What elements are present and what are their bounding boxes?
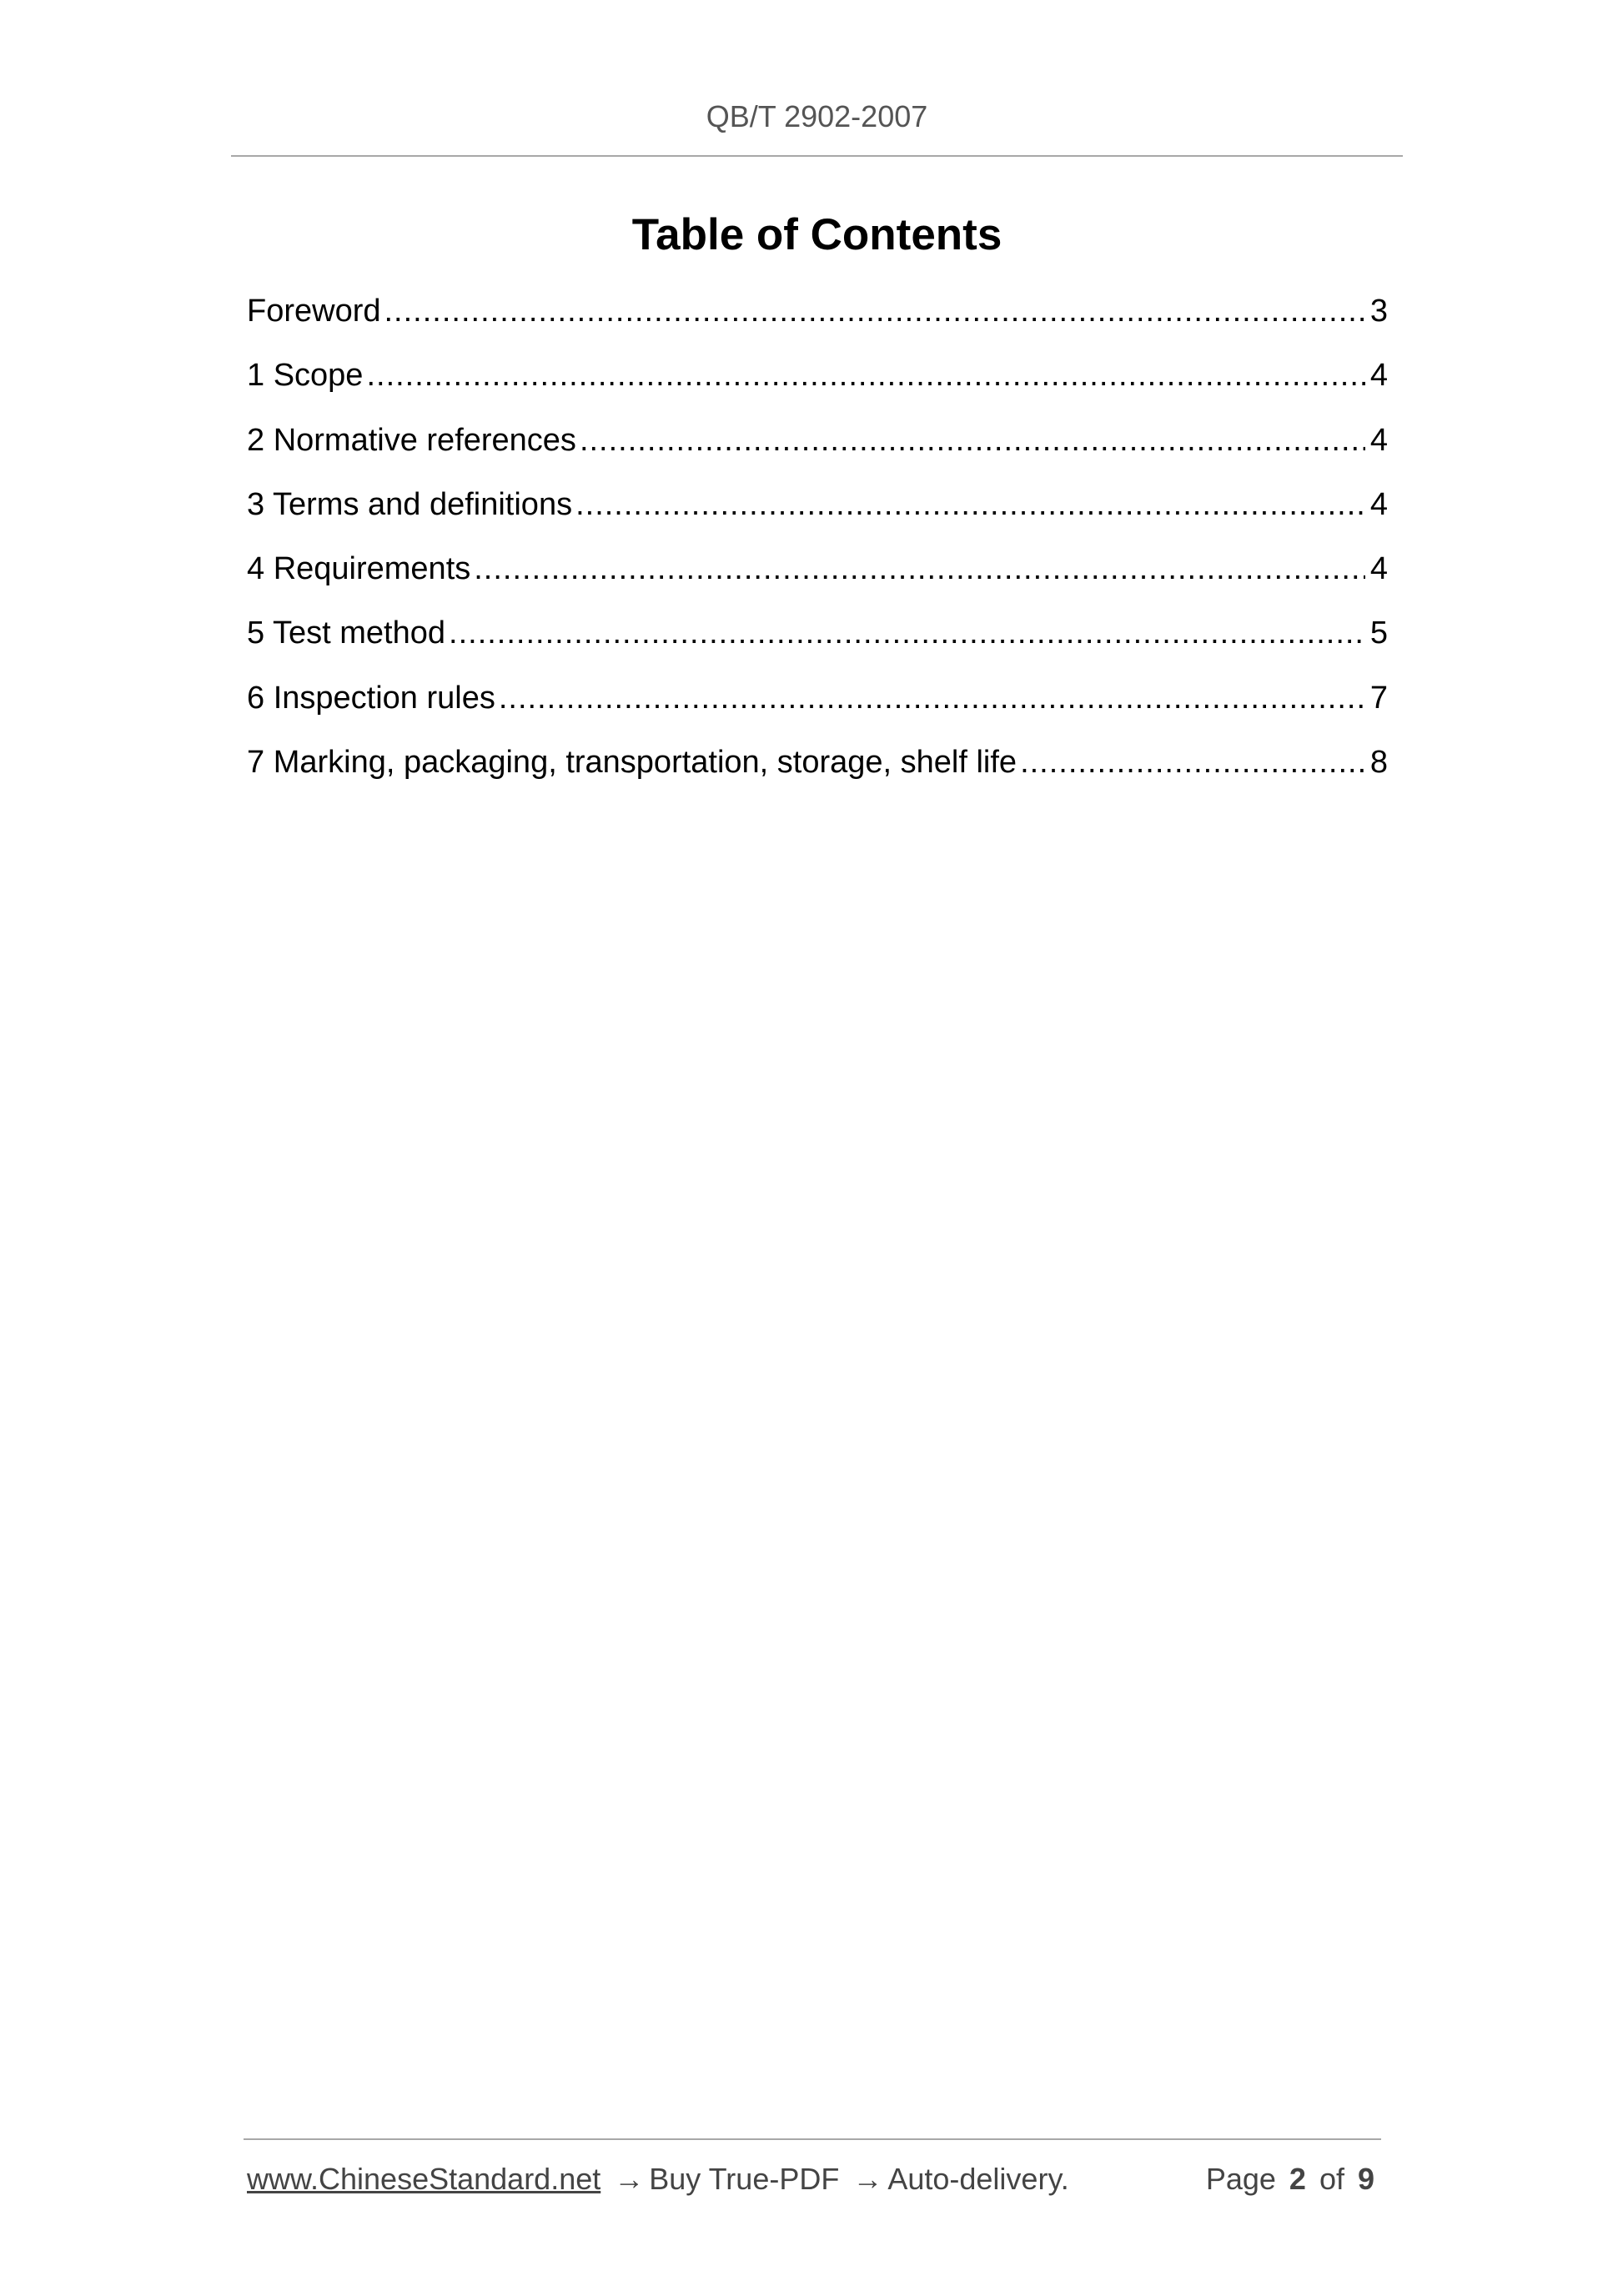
toc-entry-page: 3 <box>1369 294 1388 329</box>
toc-entry-page: 4 <box>1369 422 1388 458</box>
delivery-text: Auto-delivery. <box>887 2162 1069 2196</box>
arrow-right-icon: → <box>614 2162 645 2196</box>
dot-leader <box>474 537 1365 601</box>
toc-entry-scope[interactable] <box>247 344 1388 408</box>
toc-entry-label: 3 Terms and definitions <box>247 486 573 522</box>
running-header: QB/T 2902-2007 <box>706 99 928 133</box>
toc-entry-label: 6 Inspection rules <box>247 680 495 716</box>
toc-entry-requirements[interactable] <box>247 537 1388 601</box>
toc-entry-page: 5 <box>1369 615 1388 651</box>
toc-list <box>247 279 1388 795</box>
toc-entry-label: 4 Requirements <box>247 551 471 587</box>
toc-entry-foreword[interactable] <box>247 279 1388 344</box>
toc-entry-page: 8 <box>1369 745 1388 781</box>
toc-entry-normative-references[interactable] <box>247 409 1388 473</box>
page-word: Page <box>1205 2162 1276 2196</box>
toc-entry-label: 5 Test method <box>247 615 446 651</box>
toc-entry-inspection-rules[interactable] <box>247 666 1388 731</box>
toc-entry-page: 4 <box>1369 551 1388 587</box>
toc-entry-page: 4 <box>1369 486 1388 522</box>
dot-leader <box>580 409 1365 473</box>
dot-leader <box>499 666 1365 731</box>
page-number <box>1206 2156 1374 2203</box>
page-total: 9 <box>1357 2162 1374 2196</box>
toc-entry-test-method[interactable] <box>247 601 1388 666</box>
dot-leader <box>366 344 1364 408</box>
toc-entry-label: Foreword <box>247 294 381 329</box>
toc-entry-label: 7 Marking, packaging, transportation, storage, shelf life <box>247 745 1018 781</box>
page-current: 2 <box>1289 2162 1306 2196</box>
footer-promo <box>247 2156 1069 2203</box>
arrow-right-icon: → <box>852 2162 883 2196</box>
page-footer <box>247 2156 1381 2203</box>
of-word: of <box>1319 2162 1344 2196</box>
header-divider <box>231 155 1403 157</box>
buy-text: Buy True-PDF <box>649 2162 840 2196</box>
toc-entry-label: 1 Scope <box>247 358 364 394</box>
footer-divider <box>244 2138 1381 2140</box>
dot-leader <box>575 473 1365 537</box>
toc-entry-marking-packaging[interactable] <box>247 731 1388 795</box>
dot-leader <box>449 601 1365 666</box>
website-link[interactable]: www.ChineseStandard.net <box>247 2162 601 2196</box>
toc-entry-label: 2 Normative references <box>247 422 576 458</box>
toc-title: Table of Contents <box>631 210 1002 259</box>
toc-entry-page: 4 <box>1369 358 1388 394</box>
toc-entry-page: 7 <box>1369 680 1388 716</box>
dot-leader <box>384 279 1365 344</box>
dot-leader <box>1020 731 1365 795</box>
toc-entry-terms-and-definitions[interactable] <box>247 473 1388 537</box>
